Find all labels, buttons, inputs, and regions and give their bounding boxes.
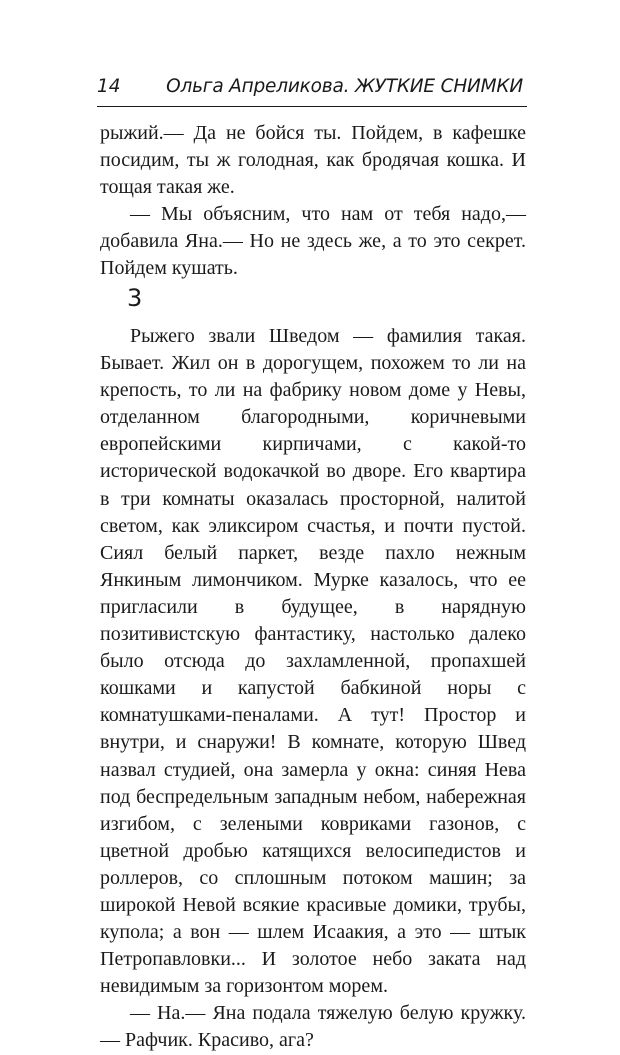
paragraph: — Мы объясним, что нам от тебя надо,— добавила Яна.— Но не здесь же, а то это секрет. Пойдем кушать.: [100, 203, 526, 280]
text-block-main: [100, 323, 526, 1055]
paragraph: Рыжего звали Шведом — фамилия такая. Бывает. Жил он в дорогущем, похожем то ли на крепость, то ли на фабрику новом доме у Невы, отделанном благородными, коричневыми европейскими кирпичами, с какой-то исторической водокачкой во дворе. Его квартира в три комнаты оказалась просторной, налитой светом, как эликсиром счастья, и почти пустой. Сиял белый паркет, везде пахло нежным Янкиным лимончиком. Мурке казалось, что ее пригласили в будущее, в нарядную позитивистскую фантастику, настолько далеко было отсюда до захламленной, пропахшей кошками и капустой бабкиной норы с комнатушками-пеналами. А тут! Простор и внутри, и снаружи! В комнате, которую Швед назвал студией, она замерла у окна: синяя Нева под беспредельным западным небом, набережная изгибом, с зелеными ковриками газонов, с цветной дробью катящихся велосипедистов и роллеров, со сплошным потоком машин; за широкой Невой всякие красивые домики, трубы, купола; а вон — шлем Исаакия, а это — штык Петропавловки... И золотое небо заката над невидимым за горизонтом морем.: [100, 325, 526, 998]
header-rule: [97, 106, 527, 107]
running-head: [97, 74, 523, 100]
text-block-top: [100, 120, 526, 283]
chapter-number: 3: [127, 284, 143, 312]
paragraph: рыжий.— Да не бойся ты. Пойдем, в кафешке посидим, ты ж голодная, как бродячая кошка. И тощая такая же.: [100, 122, 526, 199]
paragraph: — На.— Яна подала тяжелую белую кружку.— Рафчик. Красиво, ага?: [100, 1002, 526, 1052]
running-title: Ольга Апреликова. ЖУТКИЕ СНИМКИ: [166, 76, 523, 97]
page-number: 14: [97, 76, 121, 97]
